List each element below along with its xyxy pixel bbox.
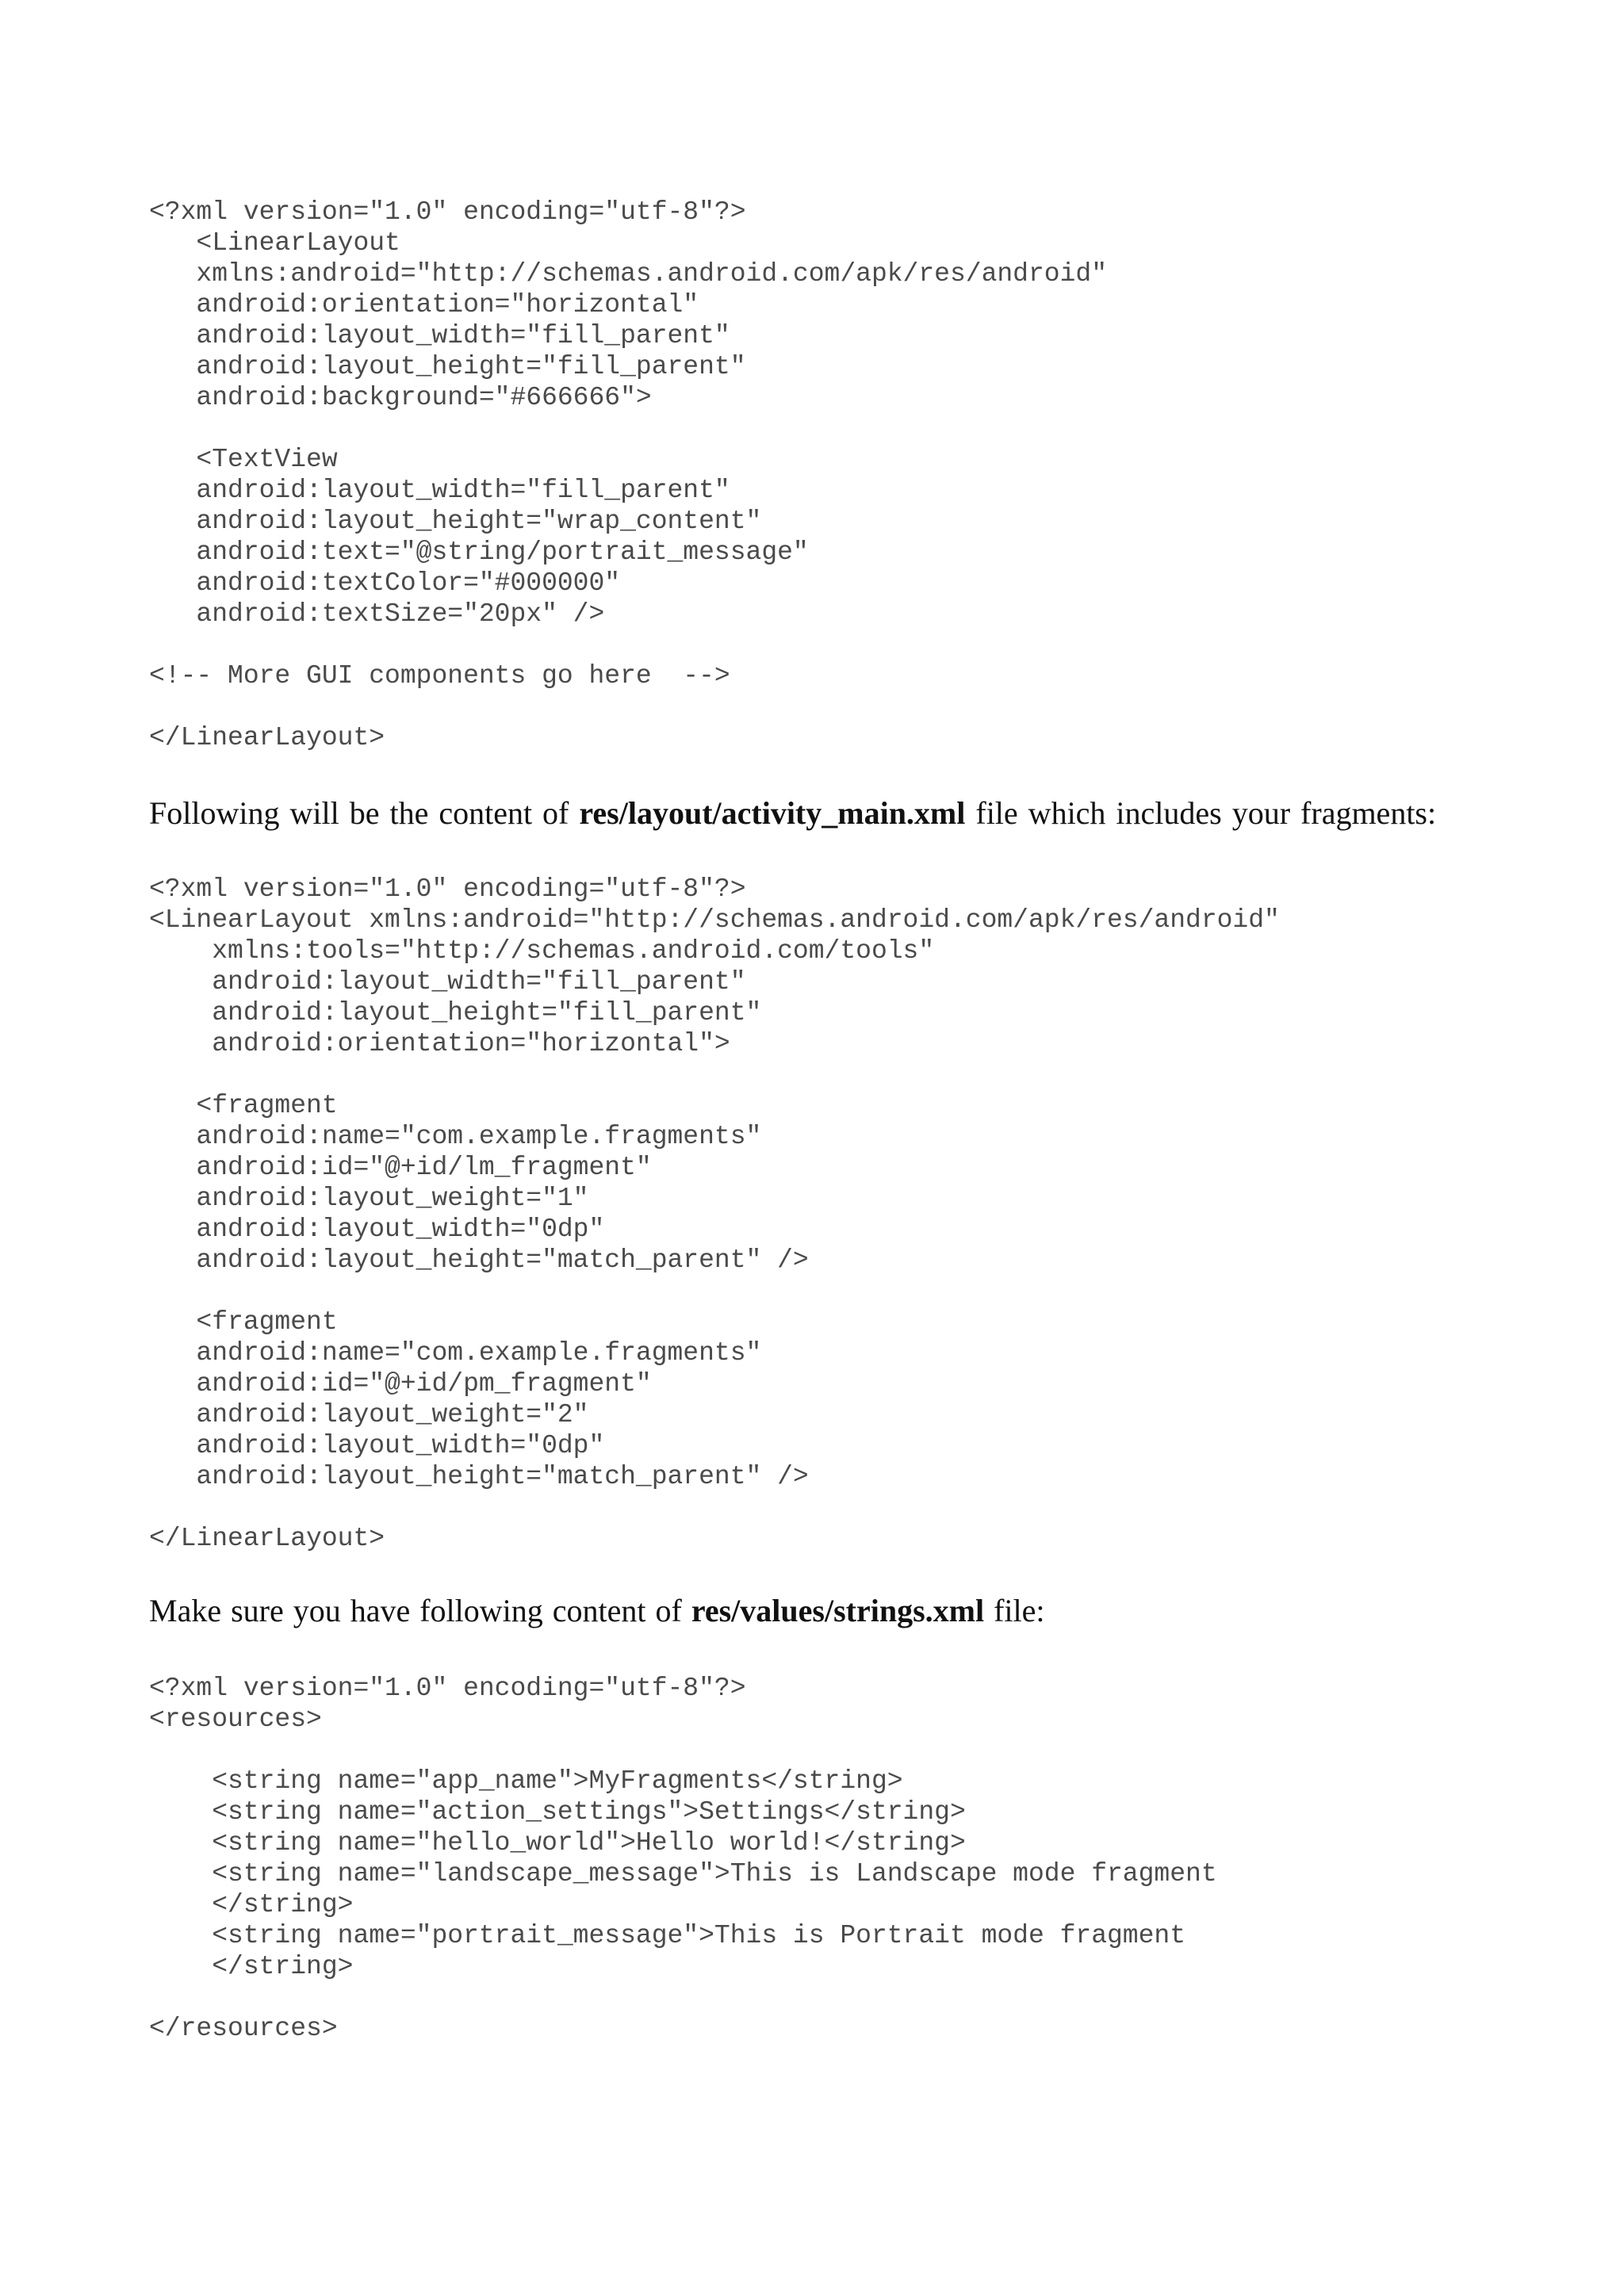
code-line	[149, 1735, 1217, 1766]
code-block-fragment-layout	[149, 197, 1107, 753]
code-line: android:layout_height="match_parent" />	[149, 1246, 809, 1275]
code-line	[149, 413, 1107, 444]
code-line: android:text="@string/portrait_message"	[149, 538, 809, 567]
code-line: <string name="hello_world">Hello world!</string>	[149, 1828, 966, 1858]
code-line: </LinearLayout>	[149, 723, 385, 752]
code-line: android:textColor="#000000"	[149, 568, 621, 598]
code-line: android:orientation="horizontal"	[149, 290, 699, 320]
code-line: <string name="app_name">MyFragments</string>	[149, 1766, 903, 1796]
code-line: <!-- More GUI components go here -->	[149, 661, 730, 691]
code-line: <string name="landscape_message">This is Landscape mode fragment	[149, 1859, 1217, 1888]
code-line: </resources>	[149, 2014, 338, 2043]
code-line: <?xml version="1.0" encoding="utf-8"?>	[149, 1674, 746, 1703]
code-line: <?xml version="1.0" encoding="utf-8"?>	[149, 197, 746, 227]
code-line: android:layout_height="wrap_content"	[149, 507, 762, 536]
code-line: xmlns:android="http://schemas.android.com/apk/res/android"	[149, 259, 1107, 289]
code-block-strings-xml	[149, 1673, 1217, 2044]
code-line: android:name="com.example.fragments"	[149, 1338, 762, 1368]
code-line: </string>	[149, 1952, 354, 1981]
code-line: <resources>	[149, 1705, 322, 1734]
paragraph-text: Make sure you have following content of	[149, 1593, 691, 1628]
code-line: android:layout_width="fill_parent"	[149, 476, 730, 505]
code-line	[149, 1982, 1217, 2013]
code-line: android:layout_height="fill_parent"	[149, 352, 746, 381]
code-line: android:textSize="20px" />	[149, 599, 605, 629]
code-line	[149, 691, 1107, 722]
code-line: android:layout_width="0dp"	[149, 1431, 605, 1460]
code-line: android:layout_weight="2"	[149, 1400, 589, 1429]
code-line	[149, 1276, 1280, 1307]
paragraph-text: file which includes your fragments:	[965, 795, 1437, 831]
code-line: android:background="#666666">	[149, 383, 652, 412]
code-line: <fragment	[149, 1091, 338, 1120]
code-line: android:layout_width="fill_parent"	[149, 321, 730, 350]
code-line: <string name="action_settings">Settings</string>	[149, 1797, 966, 1827]
code-line	[149, 629, 1107, 660]
paragraph-strings-xml	[149, 1592, 1045, 1630]
paragraph-text: file:	[984, 1593, 1045, 1628]
code-line	[149, 1492, 1280, 1523]
code-line: xmlns:tools="http://schemas.android.com/tools"	[149, 936, 935, 966]
filename-activity-main: res/layout/activity_main.xml	[579, 795, 966, 831]
code-line: <LinearLayout	[149, 228, 400, 258]
code-line: android:layout_height="match_parent" />	[149, 1462, 809, 1491]
code-line: android:orientation="horizontal">	[149, 1029, 730, 1058]
code-line: android:layout_width="fill_parent"	[149, 967, 746, 997]
code-block-activity-main	[149, 874, 1280, 1554]
paragraph-activity-main	[149, 794, 1436, 832]
code-line: android:id="@+id/lm_fragment"	[149, 1153, 652, 1182]
code-line: android:name="com.example.fragments"	[149, 1122, 762, 1151]
code-line: <?xml version="1.0" encoding="utf-8"?>	[149, 874, 746, 904]
filename-strings-xml: res/values/strings.xml	[691, 1593, 985, 1628]
code-line: <fragment	[149, 1307, 338, 1337]
code-line: android:layout_width="0dp"	[149, 1215, 605, 1244]
code-line	[149, 1059, 1280, 1090]
code-line: android:id="@+id/pm_fragment"	[149, 1369, 652, 1399]
code-line: android:layout_weight="1"	[149, 1184, 589, 1213]
code-line: </string>	[149, 1890, 354, 1919]
code-line: <LinearLayout xmlns:android="http://schemas.android.com/apk/res/android"	[149, 905, 1280, 935]
code-line: </LinearLayout>	[149, 1524, 385, 1553]
paragraph-text: Following will be the content of	[149, 795, 580, 831]
code-line: <string name="portrait_message">This is Portrait mode fragment	[149, 1921, 1186, 1950]
code-line: android:layout_height="fill_parent"	[149, 998, 762, 1027]
code-line: <TextView	[149, 445, 338, 474]
